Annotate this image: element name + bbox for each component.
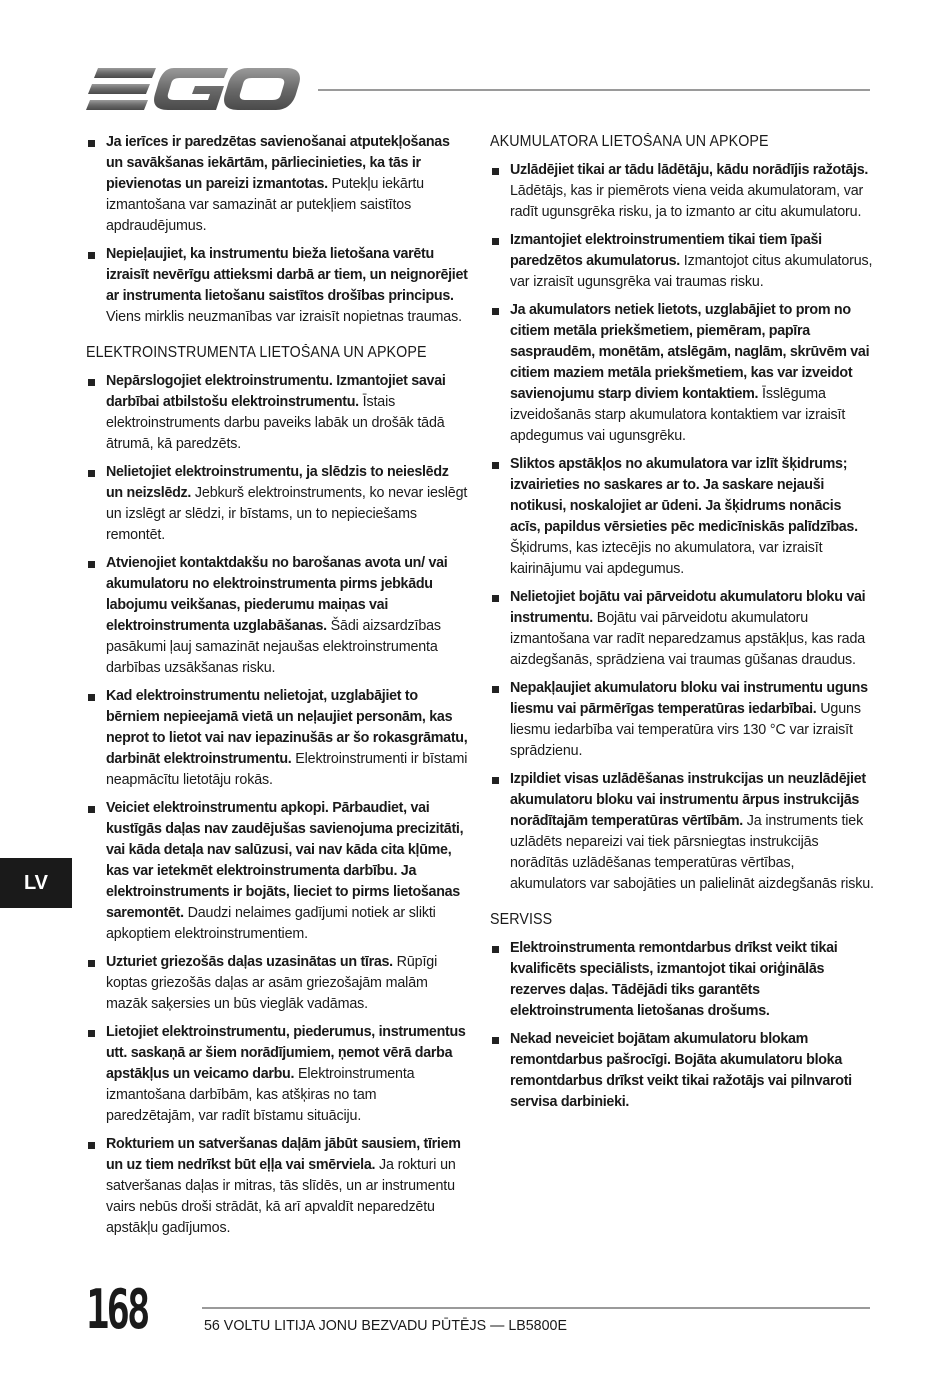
- bullet-icon: [88, 561, 95, 568]
- section-title-battery-use: AKUMULATORA LIETOŠANA UN APKOPE: [490, 133, 769, 150]
- list-item: Nepieļaujiet, ka instrumentu bieža lietošana varētu izraisīt nevērīgu attieksmi darbā ar tiem, un neignorējiet ar instrumenta lietošanu saistītos drošības principus. Viens mirklis neuzmanības var izraisīt nopietnas traumas.: [86, 244, 468, 328]
- bullet-icon: [492, 168, 499, 175]
- footer-product-title: 56 VOLTU LITIJA JONU BEZVADU PŪTĒJS — LB5800E: [204, 1317, 567, 1334]
- language-tab: LV: [0, 858, 72, 908]
- list-item: Nepārslogojiet elektroinstrumentu. Izmantojiet savai darbībai atbilstošu elektroinstrumentu. Īstais elektroinstruments darbu paveiks labāk un drošāk tādā ātrumā, kā paredzēts.: [86, 371, 468, 455]
- list-item: Sliktos apstākļos no akumulatora var izlīt šķidrums; izvairieties no saskares ar to. Ja saskare nejauši notikusi, noskalojiet ar ūdeni. Ja šķidrums nonācis acīs, papildus vērsieties pēc medicīniskās palīdzības. Šķidrums, kas iztecējis no akumulatora, var izraisīt kairinājumu vai apdegumus.: [490, 454, 874, 580]
- battery-list: [490, 160, 874, 895]
- bullet-icon: [88, 470, 95, 477]
- bullet-icon: [492, 595, 499, 602]
- bullet-icon: [492, 946, 499, 953]
- bullet-icon: [88, 1030, 95, 1037]
- list-item: Nekad neveiciet bojātam akumulatoru blokam remontdarbus pašrocīgi. Bojāta akumulatoru bloka remontdarbus drīkst veikt tikai ražotājs vai pilnvaroti servisa darbinieki.: [490, 1029, 874, 1113]
- list-item: Izpildiet visas uzlādēšanas instrukcijas un neuzlādējiet akumulatoru bloku vai instrumentu ārpus instrukcijās norādītajām temperatūras vērtībām. Ja instruments tiek uzlādēts nepareizi vai tiek pārsniegtas instrukcijās norādītās uzlādēšanas temperatūras vērtības, akumulators var sabojāties un palielināt aizdegšanās risku.: [490, 769, 874, 895]
- left-column: [86, 132, 468, 1246]
- bullet-icon: [88, 379, 95, 386]
- list-item: Izmantojiet elektroinstrumentiem tikai tiem īpaši paredzētos akumulatorus. Izmantojot citus akumulatorus, var izraisīt ugunsgrēka vai traumas risku.: [490, 230, 874, 293]
- bullet-icon: [88, 806, 95, 813]
- ego-logo: [86, 64, 300, 114]
- list-item: Nelietojiet bojātu vai pārveidotu akumulatoru bloku vai instrumentu. Bojātu vai pārveidotu akumulatoru izmantošana var radīt neparedzamus apstākļus, kas rada aizdegšanās, sprādziena vai traumas gūšanas draudus.: [490, 587, 874, 671]
- bullet-icon: [492, 1037, 499, 1044]
- list-item: Uzlādējiet tikai ar tādu lādētāju, kādu norādījis ražotājs. Lādētājs, kas ir piemērots viena veida akumulatoram, var radīt ugunsgrēka risku, ja to izmanto ar citu akumulatoru.: [490, 160, 874, 223]
- bullet-icon: [492, 462, 499, 469]
- list-item: Kad elektroinstrumentu nelietojat, uzglabājiet to bērniem nepieejamā vietā un neļaujiet personām, kas neprot to lietot vai nav iepazinušās ar šo rokasgrāmatu, darbināt elektroinstrumentu. Elektroinstrumenti ir bīstami neapmācītu lietotāju rokās.: [86, 686, 468, 791]
- section-title-power-tool-use: ELEKTROINSTRUMENTA LIETOŠANA UN APKOPE: [86, 344, 427, 361]
- bullet-icon: [492, 777, 499, 784]
- list-item: Elektroinstrumenta remontdarbus drīkst veikt tikai kvalificēts speciālists, izmantojot tikai oriģinālās rezerves daļas. Tādējādi tiks garantēts elektroinstrumenta lietošanas drošums.: [490, 938, 874, 1022]
- header-rule: [318, 89, 870, 91]
- footer-rule: [202, 1307, 870, 1309]
- right-column: [490, 132, 874, 1120]
- bullet-icon: [88, 960, 95, 967]
- bullet-icon: [88, 140, 95, 147]
- bullet-icon: [492, 308, 499, 315]
- list-item: Atvienojiet kontaktdakšu no barošanas avota un/ vai akumulatoru no elektroinstrumenta pirms jebkādu labojumu veikšanas, piederumu maiņas vai elektroinstrumenta uzglabāšanas. Šādi aizsardzības pasākumi ļauj samazināt nejaušas elektroinstrumenta darbības uzsākšanas risku.: [86, 553, 468, 679]
- list-item: Uzturiet griezošās daļas uzasinātas un tīras. Rūpīgi koptas griezošās daļas ar asām griezošajām malām mazāk saķersies un būs vieglāk vadāmas.: [86, 952, 468, 1015]
- bullet-icon: [88, 252, 95, 259]
- power-tool-list: [86, 371, 468, 1239]
- list-item: Veiciet elektroinstrumentu apkopi. Pārbaudiet, vai kustīgās daļas nav zaudējušas savienojuma precizitāti, vai kāda detaļa nav salūzusi, vai nav kāda cita kļūme, kas var ietekmēt elektroinstrumenta darbību. Ja elektroinstruments ir bojāts, lieciet to pirms lietošanas saremontēt. Daudzi nelaimes gadījumi notiek ar slikti apkoptiem elektroinstrumentiem.: [86, 798, 468, 945]
- service-list: [490, 938, 874, 1113]
- bullet-icon: [492, 238, 499, 245]
- intro-list: [86, 132, 468, 328]
- list-item: Lietojiet elektroinstrumentu, piederumus, instrumentus utt. saskaņā ar šiem norādījumiem, ņemot vērā darba apstākļus un veicamo darbu. Elektroinstrumenta izmantošana darbībām, kas atšķiras no tam paredzētajām, var radīt bīstamu situāciju.: [86, 1022, 468, 1127]
- list-item: Rokturiem un satveršanas daļām jābūt sausiem, tīriem un uz tiem nedrīkst būt eļļa vai smērviela. Ja rokturi un satveršanas daļas ir mitras, tās slīdēs, un ar instrumentu vairs nebūs droši strādāt, kā arī apvaldīt neparedzētu apstākļu gadījumos.: [86, 1134, 468, 1239]
- section-title-service: SERVISS: [490, 911, 553, 928]
- bullet-icon: [492, 686, 499, 693]
- list-item: Ja ierīces ir paredzētas savienošanai atputekļošanas un savākšanas iekārtām, pārliecinieties, ka tās ir pievienotas un pareizi izmantotas. Putekļu iekārtu izmantošana var samazināt ar putekļiem saistītos apdraudējumus.: [86, 132, 468, 237]
- list-item: Nelietojiet elektroinstrumentu, ja slēdzis to neieslēdz un neizslēdz. Jebkurš elektroinstruments, ko nevar ieslēgt un izslēgt ar slēdzi, ir bīstams, un to nepieciešams remontēt.: [86, 462, 468, 546]
- list-item: Ja akumulators netiek lietots, uzglabājiet to prom no citiem metāla priekšmetiem, piemēram, papīra saspraudēm, monētām, atslēgām, naglām, skrūvēm vai citiem maziem metāla priekšmetiem, kas var izveidot savienojumu starp diviem kontaktiem. Īsslēguma izveidošanās starp akumulatora kontaktiem var izraisīt apdegumus vai ugunsgrēku.: [490, 300, 874, 447]
- bullet-icon: [88, 1142, 95, 1149]
- page-number: 168: [86, 1278, 148, 1341]
- list-item: Nepakļaujiet akumulatoru bloku vai instrumentu uguns liesmu vai pārmērīgas temperatūras iedarbībai. Uguns liesmu iedarbība vai temperatūra virs 130 °C var izraisīt sprādzienu.: [490, 678, 874, 762]
- bullet-icon: [88, 694, 95, 701]
